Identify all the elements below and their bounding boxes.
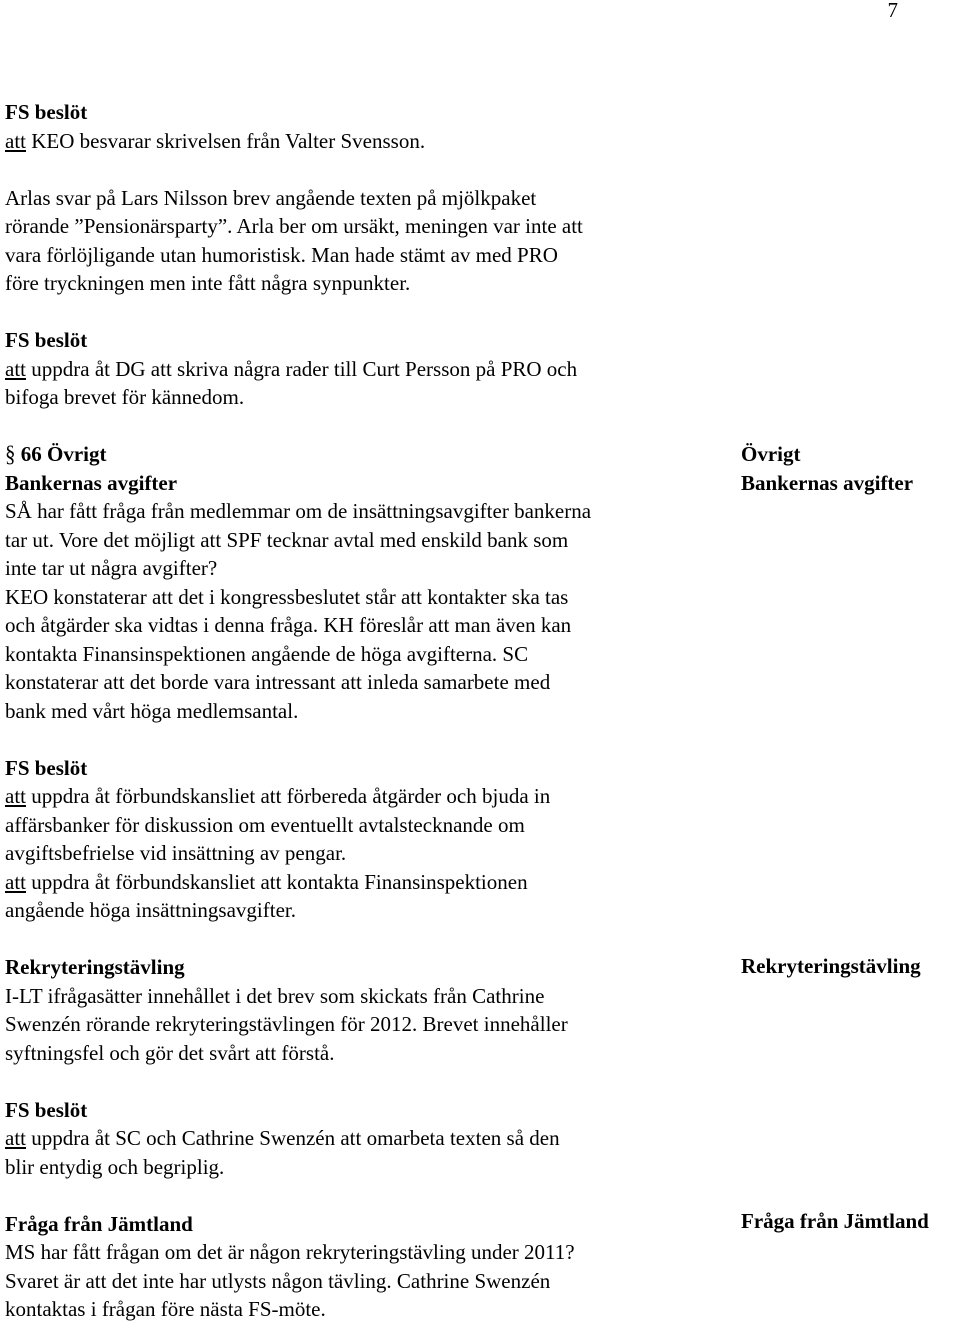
att-marker: att <box>5 1126 26 1150</box>
decision-text: uppdra åt DG att skriva några rader till Curt Persson på PRO och <box>26 356 578 381</box>
margin-heading: Bankernas avgifter <box>741 470 914 495</box>
section-heading-66 <box>5 440 725 469</box>
att-marker: att <box>5 869 26 894</box>
decision-text: KEO besvarar skrivelsen från Valter Svensson. <box>26 128 426 153</box>
decision-heading: FS beslöt <box>5 1097 88 1122</box>
att-marker: att <box>5 356 26 381</box>
margin-note-jamtland <box>741 1207 960 1236</box>
decision-text: uppdra åt förbundskansliet att kontakta Finansinspektionen <box>26 869 528 894</box>
decision-line <box>5 868 725 897</box>
paragraph-line: konstaterar att det borde vara intressant att inleda samarbete med <box>5 670 551 694</box>
decision-text: uppdra åt SC och Cathrine Swenzén att omarbeta texten så den <box>26 1126 560 1150</box>
decision-line: bifoga brevet för kännedom. <box>5 385 245 409</box>
decision-heading: FS beslöt <box>5 755 88 780</box>
paragraph-line: SÅ har fått fråga från medlemmar om de insättningsavgifter bankerna <box>5 499 592 523</box>
paragraph-line: rörande ”Pensionärsparty”. Arla ber om ursäkt, meningen var inte att <box>5 214 583 238</box>
section-symbol: § <box>5 440 16 468</box>
decision-line <box>5 1124 725 1153</box>
subheading: Bankernas avgifter <box>5 470 178 495</box>
margin-heading: Rekryteringstävling <box>741 954 921 978</box>
decision-line: affärsbanker för diskussion om eventuellt avtalstecknande om <box>5 812 525 837</box>
decision-line: avgiftsbefrielse vid insättning av pengar. <box>5 841 347 865</box>
margin-note-ovrigt <box>741 440 960 497</box>
subheading: Fråga från Jämtland <box>5 1211 193 1236</box>
paragraph-line: före tryckningen men inte fått några synpunkter. <box>5 271 411 295</box>
decision-line: angående höga insättningsavgifter. <box>5 898 296 922</box>
margin-heading: Övrigt <box>741 442 801 466</box>
att-marker: att <box>5 784 26 808</box>
paragraph-line: vara förlöjligande utan humoristisk. Man hade stämt av med PRO <box>5 242 558 267</box>
margin-heading: Fråga från Jämtland <box>741 1209 929 1233</box>
att-marker: att <box>5 128 26 153</box>
margin-note-rekrytering <box>741 952 960 981</box>
paragraph-line: I-LT ifrågasätter innehållet i det brev som skickats från Cathrine <box>5 983 545 1008</box>
decision-line <box>5 782 725 811</box>
subheading: Rekryteringstävling <box>5 955 185 979</box>
decision-heading: FS beslöt <box>5 328 88 352</box>
paragraph-line: och åtgärder ska vidtas i denna fråga. KH föreslår att man även kan <box>5 613 572 637</box>
paragraph-line: kontakta Finansinspektionen angående de höga avgifterna. SC <box>5 641 529 666</box>
paragraph-line: syftningsfel och gör det svårt att förstå. <box>5 1040 335 1065</box>
paragraph-line: Svaret är att det inte har utlysts någon tävling. Cathrine Swenzén <box>5 1268 551 1293</box>
page-number: 7 <box>887 0 898 22</box>
paragraph-line: tar ut. Vore det möjligt att SPF tecknar avtal med enskild bank som <box>5 527 569 552</box>
decision-heading: FS beslöt <box>5 100 88 124</box>
paragraph-line: Arlas svar på Lars Nilsson brev angående texten på mjölkpaket <box>5 185 537 210</box>
paragraph-line: inte tar ut några avgifter? <box>5 556 218 580</box>
decision-text: uppdra åt förbundskansliet att förbereda åtgärder och bjuda in <box>26 784 551 808</box>
section-title: 66 Övrigt <box>15 442 107 466</box>
decision-line <box>5 355 725 384</box>
paragraph-line: KEO konstaterar att det i kongressbeslutet står att kontakter ska tas <box>5 584 569 609</box>
paragraph-line: kontaktas i frågan före nästa FS-möte. <box>5 1297 326 1321</box>
minutes-body <box>5 98 725 1324</box>
decision-line <box>5 127 725 156</box>
decision-line: blir entydig och begriplig. <box>5 1154 225 1179</box>
paragraph-line: bank med vårt höga medlemsantal. <box>5 698 299 723</box>
paragraph-line: Swenzén rörande rekryteringstävlingen för 2012. Brevet innehåller <box>5 1012 568 1036</box>
paragraph-line: MS har fått frågan om det är någon rekryteringstävling under 2011? <box>5 1240 575 1264</box>
